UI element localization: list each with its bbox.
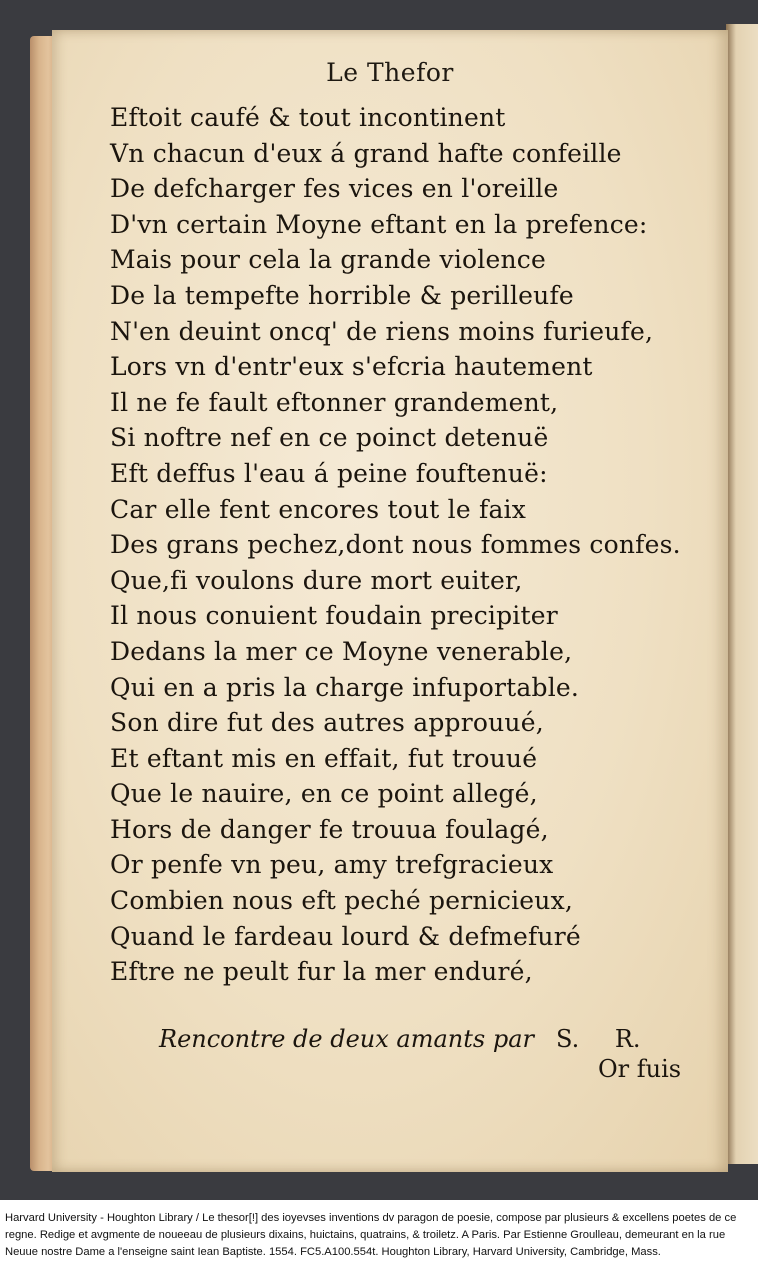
verse-line: Son dire fut des autres approuué, [110,708,544,738]
verse-line: Des grans pechez,dont nous fommes confes. [110,530,681,560]
verse-line: Il nous conuient foudain precipiter [110,601,558,631]
verse-line: Eft deffus l'eau á peine fouftenuë: [110,458,548,488]
facing-page-edge [726,24,758,1164]
section-heading-initials: S. R. [555,1025,641,1053]
verse-line: Or penfe vn peu, amy trefgracieux [110,850,554,880]
verse-line: Quand le fardeau lourd & defmefuré [110,921,581,951]
verse-line: D'vn certain Moyne eftant en la prefence: [110,209,648,239]
verse-line: Et eftant mis en effait, fut trouué [110,743,538,773]
verse-line: Mais pour cela la grande violence [110,245,546,275]
verse-line: Il ne fe fault eftonner grandement, [110,387,559,417]
verse-line: Car elle fent encores tout le faix [110,494,527,524]
verse-line: Que,fi voulons dure mort euiter, [110,565,523,595]
section-heading-title: Rencontre de deux amants par [159,1025,534,1053]
verse-line: Hors de danger fe trouua foulagé, [110,814,549,844]
verse-text [110,100,710,990]
verse-line: Vn chacun d'eux á grand hafte confeille [110,138,622,168]
verse-line: Combien nous eft peché pernicieux, [110,886,574,916]
catchword: Or fuis [598,1055,682,1083]
verse-line: Si noftre nef en ce poinct detenuë [110,423,549,453]
verse-line: De la tempefte horrible & perilleufe [110,280,574,310]
verse-line: Eftre ne peult fur la mer enduré, [110,957,533,987]
verse-line: N'en deuint oncq' de riens moins furieufe, [110,316,654,346]
running-head: Le Thefor [326,58,454,87]
verse-line: De defcharger fes vices en l'oreille [110,174,559,204]
verse-line: Que le nauire, en ce point allegé, [110,779,538,809]
verse-line: Qui en a pris la charge infuportable. [110,672,580,702]
verse-line: Eftoit caufé & tout incontinent [110,103,506,132]
image-caption: Harvard University - Houghton Library / Le thesor[!] des ioyevses inventions dv paragon de poesie, compose par plusieurs & excellens poetes de ce regne. Redige et avgmente de noueeau de plusieurs dixains, huictains, quatrains, & troiletz. A Paris. Par Estienne Groulleau, demeurant en la rue Neuue nostre Dame a l'enseigne saint Iean Baptiste. 1554. FC5.A100.554t. Houghton Library, Harvard University, Cambridge, Mass. [5,1212,737,1258]
verse-line: Lors vn d'entr'eux s'efcria hautement [110,352,593,382]
section-heading [159,1025,641,1053]
verse-line: Dedans la mer ce Moyne venerable, [110,636,573,666]
book-page [52,30,728,1172]
